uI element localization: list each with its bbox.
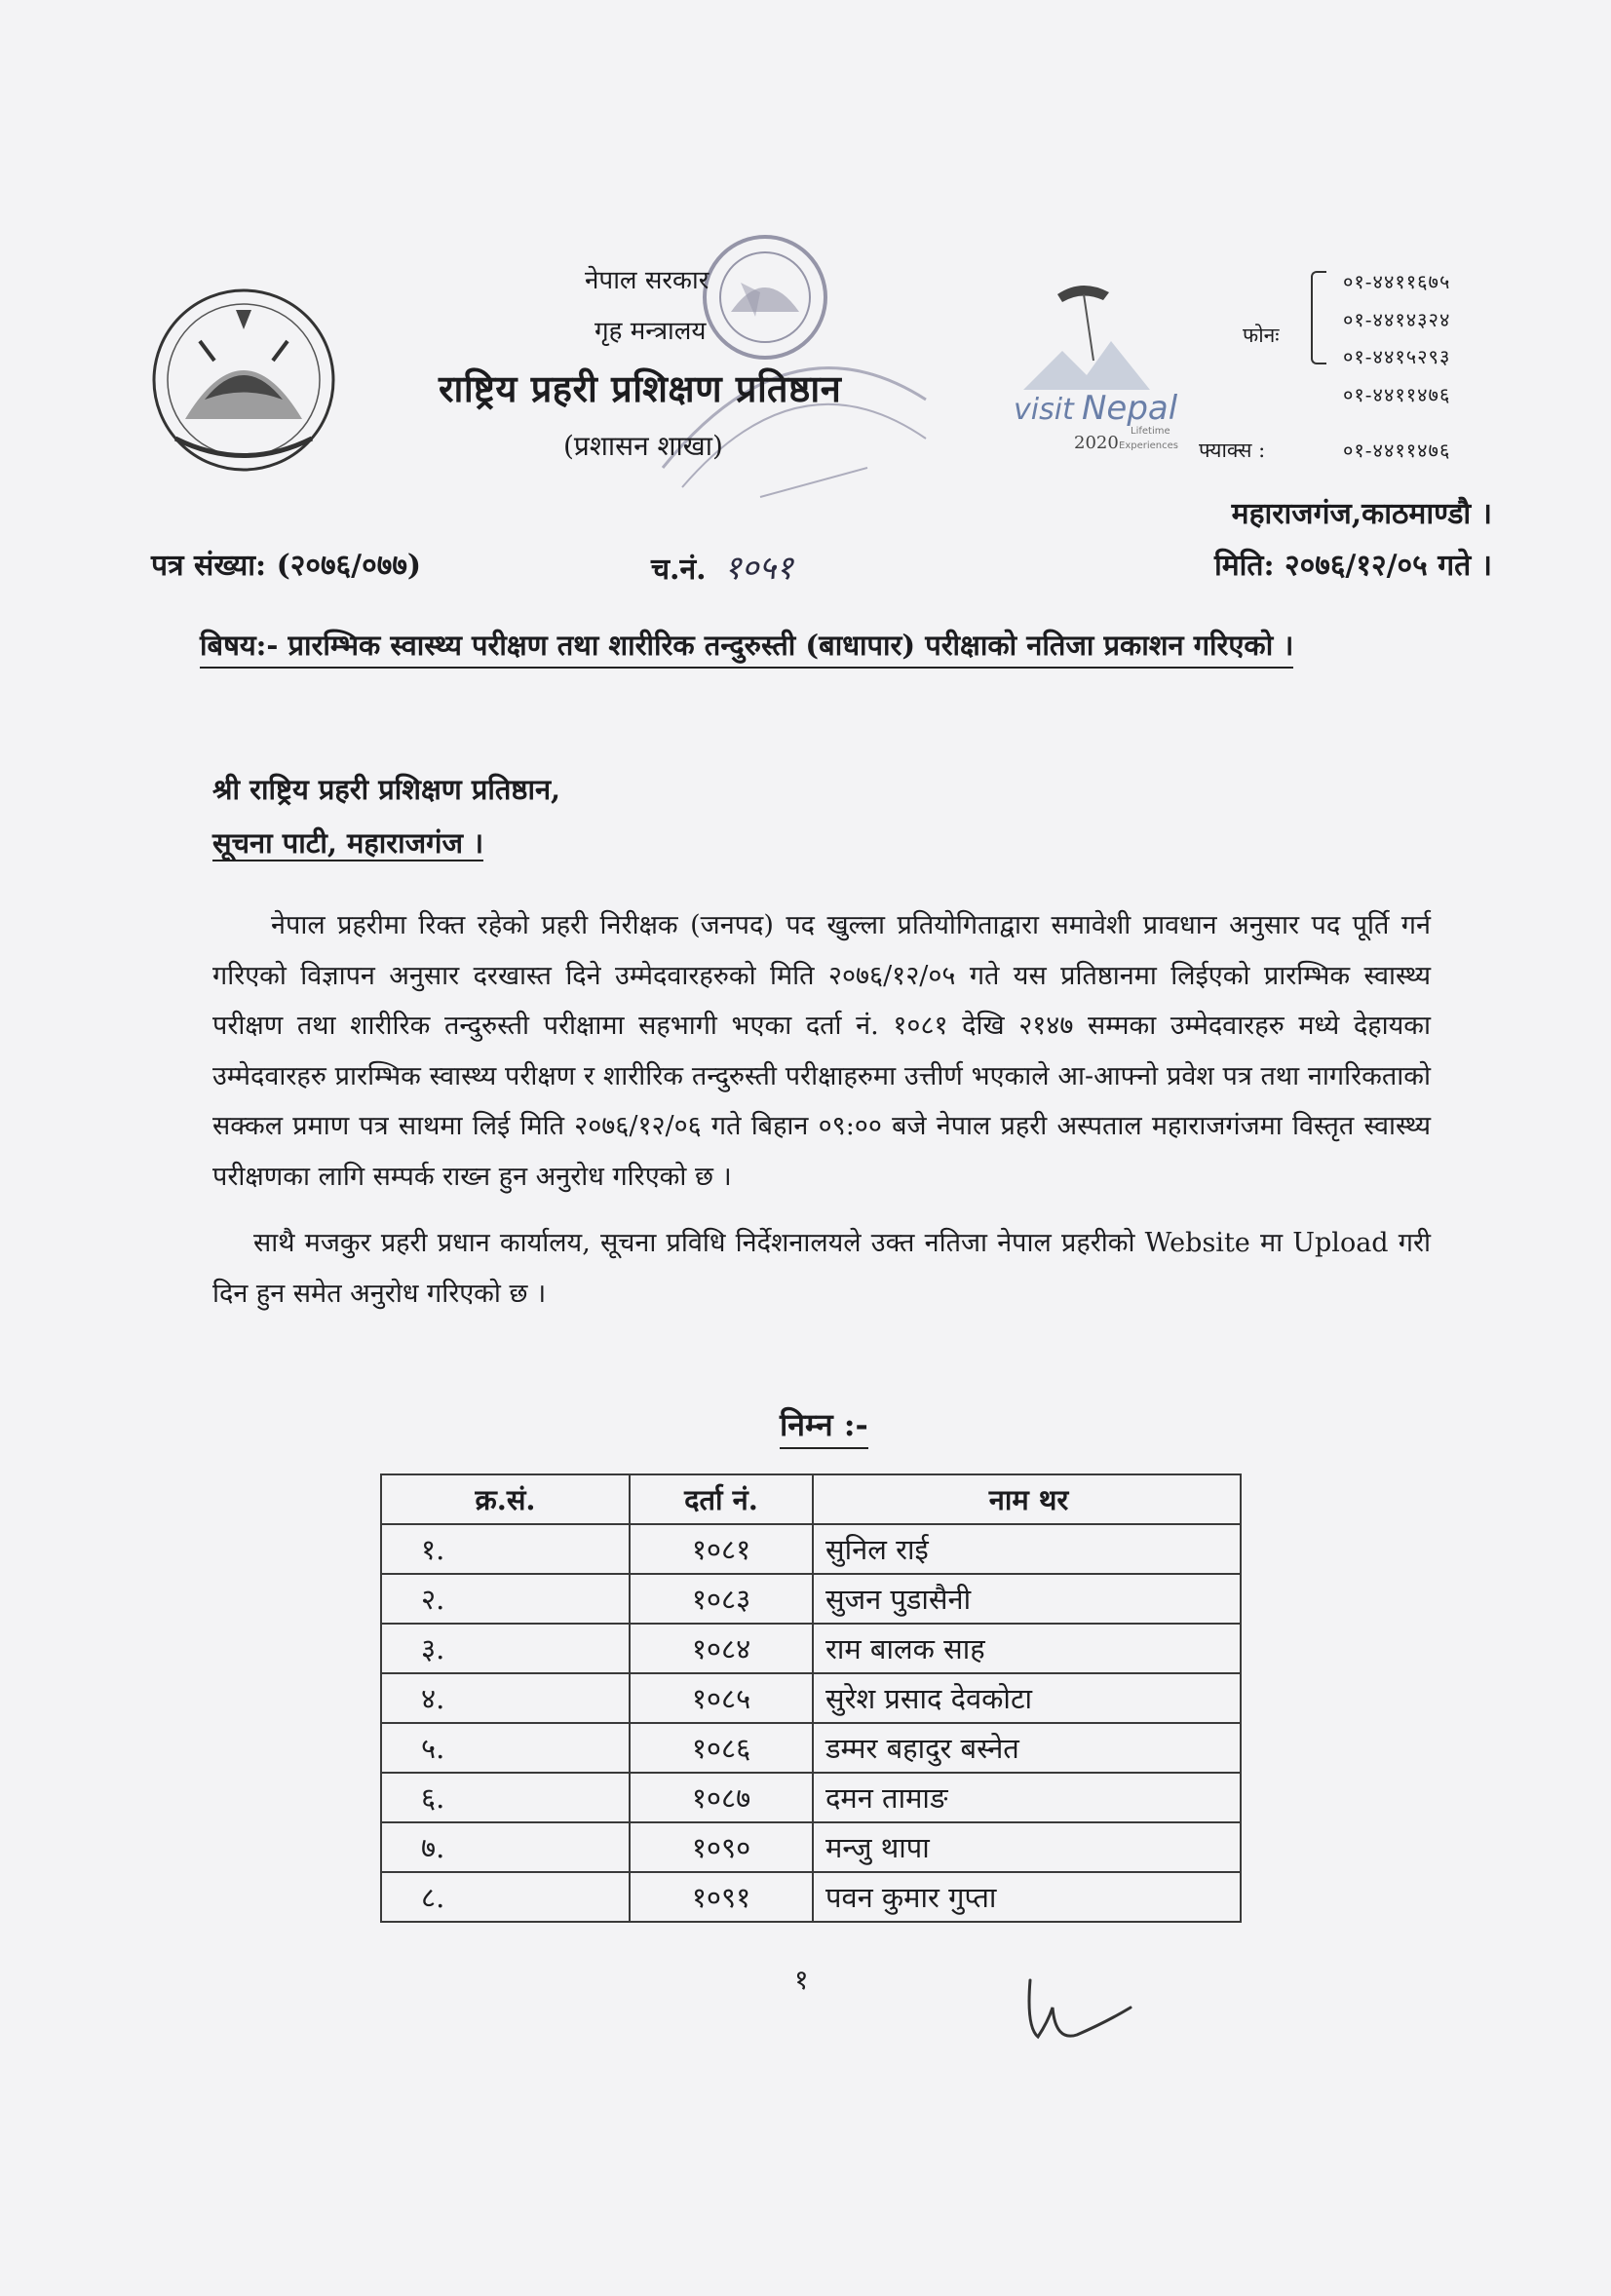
cell-serial: २. bbox=[381, 1574, 630, 1624]
academy-name: राष्ट्रिय प्रहरी प्रशिक्षण प्रतिष्ठान bbox=[439, 366, 842, 410]
phone-number: ०१-४४११६७५ bbox=[1343, 270, 1451, 293]
nepal-emblem-icon bbox=[146, 283, 341, 478]
cell-serial: ७. bbox=[381, 1822, 630, 1872]
signature-icon bbox=[1018, 1969, 1135, 2056]
visit-nepal-logo-icon bbox=[1004, 273, 1199, 468]
addressee-line2 bbox=[212, 823, 483, 861]
letter-subject: बिषय:- प्रारम्भिक स्वास्थ्य परीक्षण तथा शारीरिक तन्दुरुस्ती (बाधापार) परीक्षाको नतिजा प्रकाशन गरिएको । bbox=[200, 626, 1293, 669]
phone-number: ०१-४४११४७६ bbox=[1343, 382, 1451, 406]
receipt-stamp-icon bbox=[643, 322, 936, 517]
cell-name: सुरेश प्रसाद देवकोटा bbox=[813, 1673, 1241, 1723]
header-reg-no: दर्ता नं. bbox=[630, 1474, 813, 1524]
cell-name: मन्जु थापा bbox=[813, 1822, 1241, 1872]
table-row bbox=[381, 1624, 1241, 1673]
cell-reg-no: १०८१ bbox=[630, 1524, 813, 1574]
table-row bbox=[381, 1524, 1241, 1574]
table-row bbox=[381, 1673, 1241, 1723]
addressee-line1: श्री राष्ट्रिय प्रहरी प्रशिक्षण प्रतिष्ठान, bbox=[212, 773, 561, 806]
cell-reg-no: १०८३ bbox=[630, 1574, 813, 1624]
table-row bbox=[381, 1872, 1241, 1922]
phone-number: ०१-४४१५२९३ bbox=[1343, 345, 1451, 368]
addressee-line2-text: सूचना पाटी, महाराजगंज । bbox=[212, 826, 484, 860]
visit-logo-year: 2020 bbox=[1074, 433, 1119, 453]
cell-name: राम बालक साह bbox=[813, 1624, 1241, 1673]
phone-label: फोनः bbox=[1243, 324, 1280, 347]
cell-reg-no: १०८५ bbox=[630, 1673, 813, 1723]
cell-reg-no: १०९१ bbox=[630, 1872, 813, 1922]
cell-reg-no: १०८६ bbox=[630, 1723, 813, 1773]
dispatch-number bbox=[651, 544, 793, 589]
cell-serial: ६. bbox=[381, 1773, 630, 1822]
cell-reg-no: १०९० bbox=[630, 1822, 813, 1872]
cell-name: पवन कुमार गुप्ता bbox=[813, 1872, 1241, 1922]
table-row bbox=[381, 1574, 1241, 1624]
list-title: निम्न :- bbox=[780, 1403, 868, 1449]
body-paragraph-1: नेपाल प्रहरीमा रिक्त रहेको प्रहरी निरीक्षक (जनपद) पद खुल्ला प्रतियोगिताद्वारा समावेशी प्रावधान अनुसार पद पूर्ति गर्न गरिएको विज्ञापन अनुसार दरखास्त दिने उम्मेदवारहरुको मिति २०७६/१२/०५ गते यस प्रतिष्ठानमा लिईएको प्रारम्भिक स्वास्थ्य परीक्षण तथा शारीरिक तन्दुरुस्ती परीक्षामा सहभागी भएका दर्ता नं. १०८१ देखि २१४७ सम्मका उम्मेदवारहरु मध्ये देहायका उम्मेदवारहरु प्रारम्भिक स्वास्थ्य परीक्षण र शारीरिक तन्दुरुस्ती परीक्षाहरुमा उत्तीर्ण भएकाले आ-आफ्नो प्रवेश पत्र तथा नागरिकताको सक्कल प्रमाण पत्र साथमा लिई मिति २०७६/१२/०६ गते बिहान ०९:०० बजे नेपाल प्रहरी अस्पताल महाराजगंजमा विस्तृत स्वास्थ्य परीक्षणका लागि सम्पर्क राख्न हुन अनुरोध गरिएको छ । bbox=[212, 910, 1431, 1192]
cell-serial: ५. bbox=[381, 1723, 630, 1773]
dispatch-value: १०५१ bbox=[724, 549, 793, 588]
cell-reg-no: १०८४ bbox=[630, 1624, 813, 1673]
cell-name: दमन तामाङ bbox=[813, 1773, 1241, 1822]
cell-reg-no: १०८७ bbox=[630, 1773, 813, 1822]
letter-reference: पत्र संख्या: (२०७६/०७७) bbox=[151, 549, 422, 583]
body-paragraph-2: साथै मजकुर प्रहरी प्रधान कार्यालय, सूचना प्रविधि निर्देशनालयले उक्त नतिजा नेपाल प्रहरीको Website मा Upload गरी दिन हुन समेत अनुरोध गरिएको छ । bbox=[212, 1228, 1431, 1309]
visit-logo-line2: Nepal bbox=[1082, 389, 1178, 428]
government-name: नेपाल सरकार bbox=[585, 266, 710, 295]
phone-list bbox=[1343, 263, 1450, 413]
office-address: महाराजगंज,काठमाण्डौ । bbox=[1231, 497, 1492, 531]
cell-serial: ८. bbox=[381, 1872, 630, 1922]
header-serial: क्र.सं. bbox=[381, 1474, 630, 1524]
table-row bbox=[381, 1773, 1241, 1822]
visit-logo-tag2: Experiences bbox=[1119, 440, 1178, 451]
visit-logo-tag1: Lifetime bbox=[1131, 426, 1170, 437]
letter-date: मिति: २०७६/१२/०५ गते । bbox=[1213, 549, 1492, 583]
fax-label: फ्याक्स : bbox=[1199, 439, 1266, 462]
table-header-row bbox=[381, 1474, 1241, 1524]
results-table bbox=[380, 1473, 1242, 1923]
cell-serial: ३. bbox=[381, 1624, 630, 1673]
page-number: १ bbox=[794, 1964, 809, 1996]
cell-name: डम्मर बहादुर बस्नेत bbox=[813, 1723, 1241, 1773]
cell-name: सुनिल राई bbox=[813, 1524, 1241, 1574]
fax-number: ०१-४४११४७६ bbox=[1343, 439, 1451, 462]
ministry-name: गृह मन्त्रालय bbox=[595, 317, 707, 346]
header-name: नाम थर bbox=[813, 1474, 1241, 1524]
branch-name: (प्रशासन शाखा) bbox=[563, 430, 723, 462]
phone-number: ०१-४४१४३२४ bbox=[1343, 307, 1451, 331]
table-row bbox=[381, 1822, 1241, 1872]
visit-logo-line1: visit bbox=[1014, 393, 1074, 427]
cell-name: सुजन पुडासैनी bbox=[813, 1574, 1241, 1624]
table-row bbox=[381, 1723, 1241, 1773]
cell-serial: १. bbox=[381, 1524, 630, 1574]
cell-serial: ४. bbox=[381, 1673, 630, 1723]
dispatch-label: च.नं. bbox=[651, 553, 707, 587]
phone-brace bbox=[1311, 271, 1326, 364]
